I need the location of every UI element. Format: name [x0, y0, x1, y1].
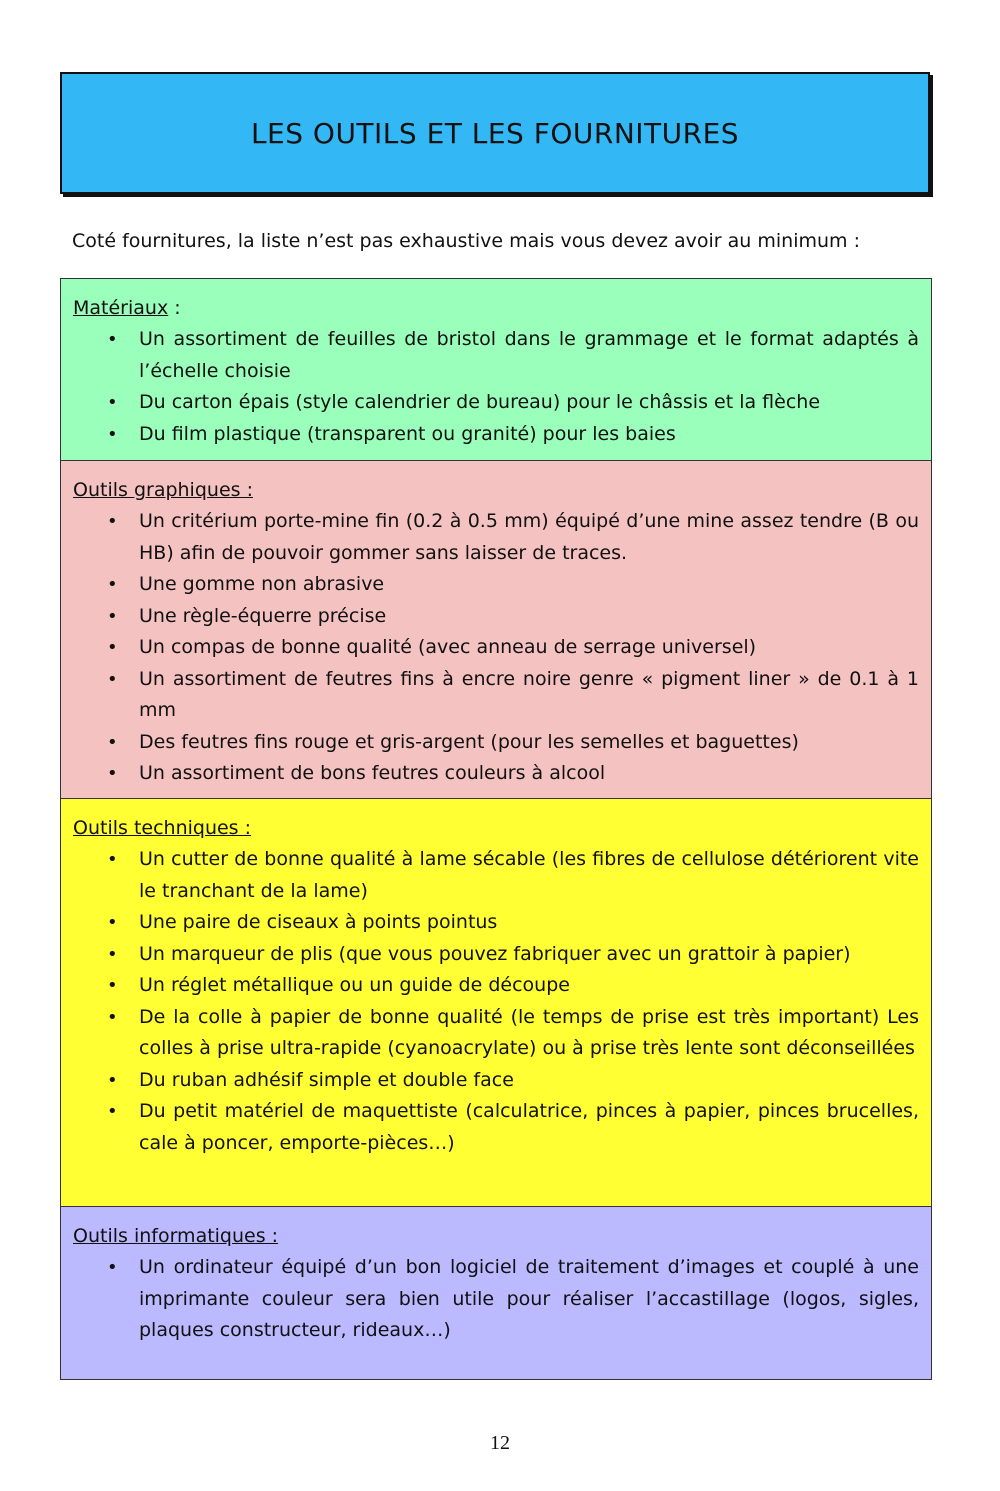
- page-number: 12: [490, 1432, 510, 1454]
- section-heading: Outils informatiques :: [73, 1225, 279, 1247]
- list-item: • Du carton épais (style calendrier de bureau) pour le châssis et la flèche: [73, 387, 919, 419]
- section-outils-techniques: [61, 798, 931, 1206]
- item-list: [73, 506, 919, 790]
- section-heading: Outils techniques :: [73, 817, 252, 839]
- list-item: • Une gomme non abrasive: [73, 569, 919, 601]
- list-item: • Du petit matériel de maquettiste (calculatrice, pinces à papier, pinces brucelles, cale à poncer, emporte-pièces…): [73, 1096, 919, 1159]
- page-title: LES OUTILS ET LES FOURNITURES: [250, 116, 740, 150]
- supply-list: [60, 278, 932, 1380]
- list-item: • Un assortiment de feutres fins à encre noire genre « pigment liner » de 0.1 à 1 mm: [73, 664, 919, 727]
- list-item: • Un assortiment de feuilles de bristol dans le grammage et le format adaptés à l’échelle choisie: [73, 324, 919, 387]
- section-heading: Outils graphiques :: [73, 479, 253, 501]
- section-heading: Matériaux :: [73, 297, 181, 319]
- list-item: • Un marqueur de plis (que vous pouvez fabriquer avec un grattoir à papier): [73, 939, 919, 971]
- section-outils-graphiques: [61, 460, 931, 798]
- list-item: • Une paire de ciseaux à points pointus: [73, 907, 919, 939]
- section-materiaux: [61, 279, 931, 460]
- item-list: [73, 1252, 919, 1347]
- list-item: • Du film plastique (transparent ou granité) pour les baies: [73, 419, 919, 451]
- list-item: • Un ordinateur équipé d’un bon logiciel de traitement d’images et couplé à une imprimante couleur sera bien utile pour réaliser l’accastillage (logos, sigles, plaques constructeur, rideaux…): [73, 1252, 919, 1347]
- list-item: • Du ruban adhésif simple et double face: [73, 1065, 919, 1097]
- list-item: • Une règle-équerre précise: [73, 601, 919, 633]
- list-item: • Un assortiment de bons feutres couleurs à alcool: [73, 758, 919, 790]
- list-item: • Des feutres fins rouge et gris-argent (pour les semelles et baguettes): [73, 727, 919, 759]
- section-outils-informatiques: [61, 1206, 931, 1379]
- list-item: • Un compas de bonne qualité (avec anneau de serrage universel): [73, 632, 919, 664]
- list-item: • Un cutter de bonne qualité à lame sécable (les fibres de cellulose détériorent vite le tranchant de la lame): [73, 844, 919, 907]
- item-list: [73, 844, 919, 1159]
- list-item: • Un critérium porte-mine fin (0.2 à 0.5 mm) équipé d’une mine assez tendre (B ou HB) afin de pouvoir gommer sans laisser de traces.: [73, 506, 919, 569]
- intro-text: Coté fournitures, la liste n’est pas exhaustive mais vous devez avoir au minimum :: [72, 230, 860, 252]
- title-box: [60, 72, 930, 194]
- item-list: [73, 324, 919, 450]
- list-item: • De la colle à papier de bonne qualité (le temps de prise est très important) Les colles à prise ultra-rapide (cyanoacrylate) ou à prise très lente sont déconseillées: [73, 1002, 919, 1065]
- list-item: • Un réglet métallique ou un guide de découpe: [73, 970, 919, 1002]
